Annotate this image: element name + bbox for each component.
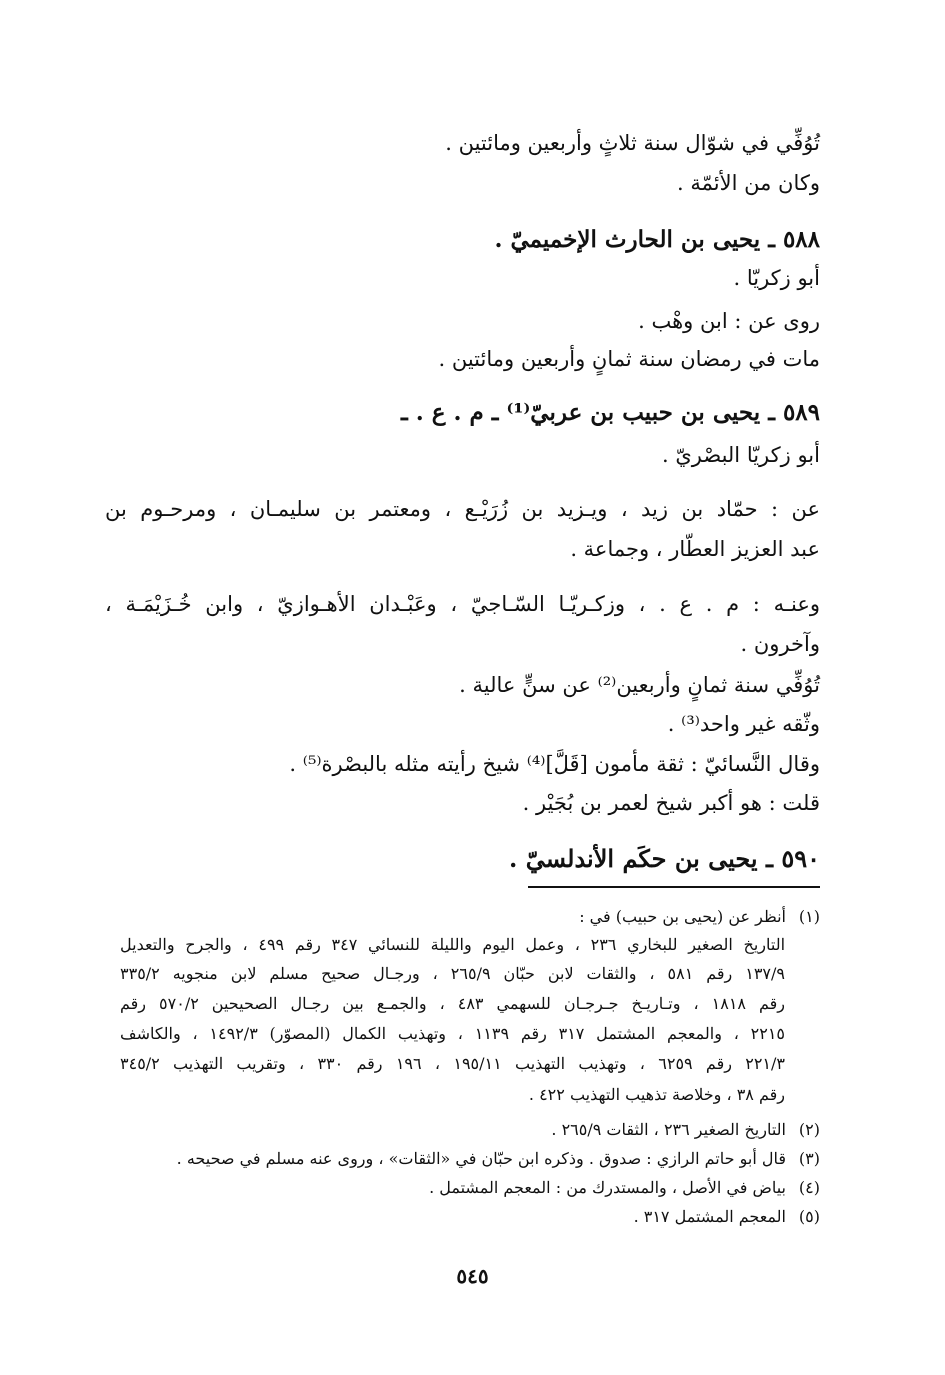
footnote-text: التاريخ الصغير ٢٣٦ ، الثقات ٢٦٥/٩ . bbox=[551, 1120, 786, 1139]
footnote-text: أنظر عن (يحيى بن حبيب) في : bbox=[579, 907, 786, 926]
footnote-separator bbox=[528, 886, 820, 888]
footnote-1-continued: رقم ١٨١٨ ، وتـاريـخ جـرجـان للسهمي ٤٨٣ ، والجمـع بين رجـال الصحيحين ٥٧٠/٢ رقم bbox=[120, 994, 786, 1013]
body-line-justified: عن : حمّاد بن زيد ، ويـزيد بن زُرَيْـع ، ومعتمر بن سليمـان ، ومرحـوم بن bbox=[105, 497, 820, 521]
footnote-1-continued: التاريخ الصغير للبخاري ٢٣٦ ، وعمل اليوم والليلة للنسائي ٣٤٧ رقم ٤٩٩ ، والجرح والتعديل bbox=[120, 935, 786, 954]
entry-heading-589: ٥٨٩ ـ يحيى بن حبيب بن عربيّ⁽¹⁾ ـ م . ع . ـ bbox=[401, 399, 820, 426]
body-line: أبو زكريّا . bbox=[733, 266, 820, 290]
body-line-justified: وعنـه : م . ع . ، وزكـريّـا السّـاجيّ ، وعَبْـدان الأهـوازيّ ، وابن خُـزَيْمَـة ، bbox=[105, 592, 820, 616]
footnote-number: (٥) bbox=[798, 1207, 820, 1226]
body-line: تُوُفِّي في شوّال سنة ثلاثٍ وأربعين ومائتين . bbox=[445, 131, 820, 155]
footnote-text: المعجم المشتمل ٣١٧ . bbox=[633, 1207, 786, 1226]
footnote-5 bbox=[120, 1204, 820, 1230]
footnote-4 bbox=[120, 1175, 820, 1201]
footnote-number: (٢) bbox=[798, 1120, 820, 1139]
body-line: عبد العزيز العطّار ، وجماعة . bbox=[570, 537, 820, 561]
entry-heading-588: ٥٨٨ ـ يحيى بن الحارث الإخميميّ . bbox=[494, 226, 820, 253]
footnote-number: (١) bbox=[798, 907, 820, 926]
body-line: مات في رمضان سنة ثمانٍ وأربعين ومائتين . bbox=[438, 347, 820, 371]
footnote-1-continued: ٢٢١٥ ، والمعجم المشتمل ٣١٧ رقم ١١٣٩ ، وتهذيب الكمال (المصوّر) ١٤٩٢/٣ ، والكاشف bbox=[120, 1024, 785, 1043]
footnote-1-continued: ٢٢١/٣ رقم ٦٢٥٩ ، وتهذيب التهذيب ١٩٥/١١ ، ١٩٦ رقم ٣٣٠ ، وتقريب التهذيب ٣٤٥/٢ bbox=[120, 1054, 785, 1073]
footnote-number: (٤) bbox=[798, 1178, 820, 1197]
footnote-1-continued: ١٣٧/٩ رقم ٥٨١ ، والثقات لابن حبّان ٢٦٥/٩ ، ورجـال صحيح مسلم لابن منجويه ٣٣٥/٢ bbox=[120, 964, 785, 983]
body-line: وثّقه غير واحد⁽³⁾ . bbox=[667, 712, 820, 736]
body-line: تُوُفِّي سنة ثمانٍ وأربعين⁽²⁾ عن سنٍّ عالية . bbox=[459, 673, 820, 697]
body-line: أبو زكريّا البصْريّ . bbox=[661, 443, 820, 467]
footnote-1-continued: رقم ٣٨ ، وخلاصة تذهيب التهذيب ٤٢٢ . bbox=[528, 1085, 785, 1104]
footnote-1 bbox=[120, 904, 820, 930]
page-number: ٥٤٥ bbox=[456, 1264, 489, 1288]
body-line: وآخرون . bbox=[740, 632, 820, 656]
footnote-text: بياض في الأصل ، والمستدرك من : المعجم المشتمل . bbox=[429, 1178, 786, 1197]
body-line: قلت : هو أكبر شيخ لعمر بن بُجَيْر . bbox=[522, 791, 820, 815]
footnote-3 bbox=[120, 1146, 820, 1172]
footnote-text: قال أبو حاتم الرازي : صدوق . وذكره ابن حبّان في «الثقات» ، وروى عنه مسلم في صحيحه . bbox=[176, 1149, 786, 1168]
body-line: وقال النَّسائيّ : ثقة مأمون [قَلَّ]⁽⁴⁾ شيخ رأيته مثله بالبصْرة⁽⁵⁾ . bbox=[289, 752, 820, 776]
footnote-2 bbox=[120, 1117, 820, 1143]
body-line: روى عن : ابن وهْب . bbox=[638, 309, 820, 333]
footnote-number: (٣) bbox=[798, 1149, 820, 1168]
entry-heading-590: ٥٩٠ ـ يحيى بن حكَم الأندلسيّ . bbox=[509, 844, 820, 873]
body-line: وكان من الأئمّة . bbox=[677, 171, 820, 195]
